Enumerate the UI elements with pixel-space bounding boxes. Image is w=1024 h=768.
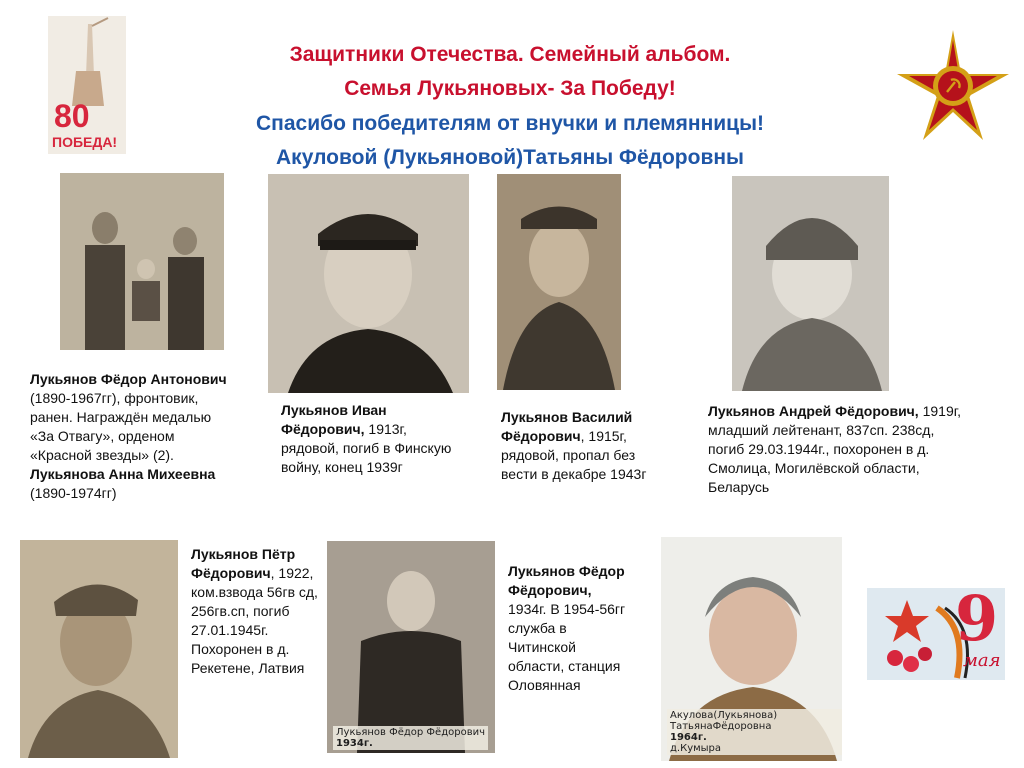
title-line-1: Защитники Отечества. Семейный альбом. <box>289 43 731 66</box>
photo-tatiana <box>661 537 842 761</box>
caption-fedor-antonovich <box>30 370 230 503</box>
logo-word: ПОБЕДА! <box>52 134 118 150</box>
title-line-2: Семья Лукьяновых- За Победу! <box>344 77 676 100</box>
may9-number: 9 <box>955 588 999 655</box>
title-line-4: Акуловой (Лукьяновой)Татьяны Фёдоровны <box>276 146 744 169</box>
person-name: Лукьянов Фёдор Антонович <box>30 371 227 387</box>
order-patriotic-war-icon <box>893 26 1013 146</box>
person-details: (1890-1967гг), фронтовик, ранен. Награждён медалью «За Отвагу», орденом «Красной звезды» (2). <box>30 390 212 463</box>
person-name: Лукьянов Василий Фёдорович <box>501 409 633 444</box>
person-name: Лукьянов Пётр Фёдорович <box>191 546 296 581</box>
person-details: , 1915г, рядовой, пропал без вести в декабре 1943г <box>501 428 647 482</box>
person-details: 1934г. В 1954-56гг служба в Читинской области, станция Оловянная <box>508 601 626 693</box>
photo-ivan <box>268 174 469 393</box>
caption-ivan <box>281 401 461 477</box>
person-name: Лукьянов Иван Фёдорович, <box>281 402 387 437</box>
may9-word: мая <box>963 650 1001 671</box>
photo-label: Лукьянов Фёдор Фёдорович 1934г. <box>333 726 488 750</box>
victory-80-logo <box>48 16 126 154</box>
person-details: 1913г, рядовой, погиб в Финскую войну, конец 1939г <box>281 421 452 475</box>
photo-label: Акулова(Лукьянова) ТатьянаФёдоровна 1964г. д.Кумыра <box>667 709 842 755</box>
caption-petr <box>191 545 327 678</box>
person-details: 1919г, младший лейтенант, 837сп. 238сд, погиб 29.03.1944г., похоронен в д. Смолица, Могилёвской области, Беларусь <box>708 403 962 495</box>
caption-fedor-fedorovich <box>508 562 628 695</box>
person-name: Лукьянов Андрей Фёдорович, <box>708 403 919 419</box>
person-details-2: (1890-1974гг) <box>30 485 117 501</box>
may-9-postcard <box>867 588 1005 680</box>
photo-petr <box>20 540 178 758</box>
person-details: , 1922, ком.взвода 56гв сд, 256гв.сп, погиб 27.01.1945г. Похоронен в д. Рекетене, Латвия <box>191 565 318 676</box>
photo-family-group <box>60 173 224 350</box>
title-line-3: Спасибо победителям от внучки и племянницы! <box>255 112 765 135</box>
logo-number: 80 <box>54 98 90 134</box>
person-name: Лукьянов Фёдор Фёдорович, <box>508 563 625 598</box>
photo-fedor-fedorovich <box>327 541 495 753</box>
caption-andrei <box>708 402 968 497</box>
photo-andrei <box>732 176 889 391</box>
photo-vasily <box>497 174 621 390</box>
caption-vasily <box>501 408 671 484</box>
person-name-2: Лукьянова Анна Михеевна <box>30 466 216 482</box>
